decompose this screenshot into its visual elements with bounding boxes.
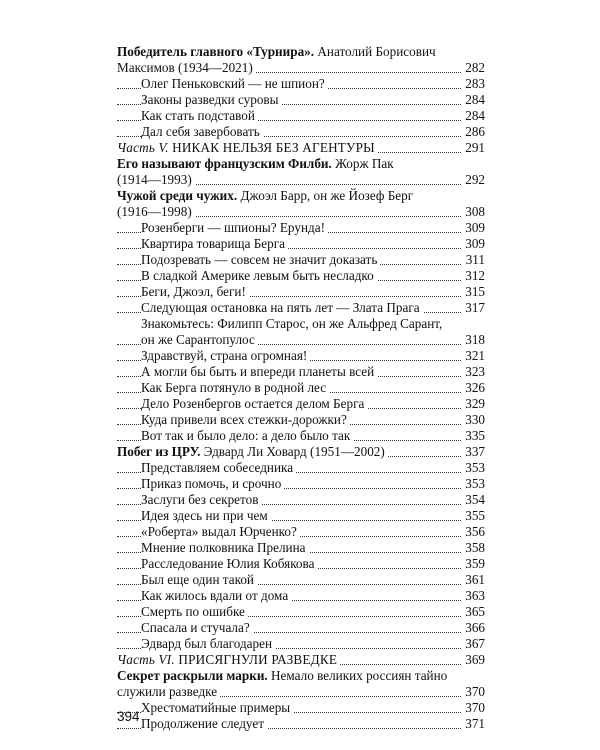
page-ref: 323 (461, 364, 485, 380)
subentry-title: Розенберги — шпионы? Ерунда! (141, 220, 328, 236)
entry-first-line (117, 156, 394, 172)
subentry-title: Заслуги без секретов (141, 492, 261, 508)
page-ref: 284 (461, 108, 485, 124)
page-ref: 317 (461, 300, 485, 316)
page-ref: 282 (461, 60, 485, 76)
part-title (117, 140, 378, 156)
toc-subentry (117, 588, 485, 604)
subentry-title: Как жилось вдали от дома (141, 588, 291, 604)
toc-subentry (117, 460, 485, 476)
page-ref: 361 (461, 572, 485, 588)
toc-subentry (117, 556, 485, 572)
page-ref: 284 (461, 92, 485, 108)
page-ref: 366 (461, 620, 485, 636)
toc-subentry (117, 476, 485, 492)
subentry-title: Спасала и стучала? (141, 620, 253, 636)
page-ref: 369 (461, 652, 485, 668)
page-ref: 359 (461, 556, 485, 572)
toc-subentry (117, 572, 485, 588)
entry-first-line (117, 668, 447, 684)
toc-part-heading (117, 140, 485, 156)
toc-entry (117, 44, 485, 76)
toc-subentry (117, 524, 485, 540)
page-ref: 356 (461, 524, 485, 540)
page-ref: 291 (461, 140, 485, 156)
subentry-title: Мнение полковника Прелина (141, 540, 309, 556)
subentry-title: Здравствуй, страна огромная! (141, 348, 310, 364)
toc-subentry (117, 124, 485, 140)
subentry-title: Расследование Юлия Кобякова (141, 556, 317, 572)
page-ref: 335 (461, 428, 485, 444)
toc-subentry (117, 316, 485, 348)
toc-subentry (117, 492, 485, 508)
page-ref: 312 (461, 268, 485, 284)
subentry-second-line: он же Сарантопулос (141, 332, 258, 348)
page-ref: 315 (461, 284, 485, 300)
toc-subentry (117, 284, 485, 300)
page-ref: 330 (461, 412, 485, 428)
toc-subentry (117, 348, 485, 364)
toc-subentry (117, 364, 485, 380)
toc-entry (117, 156, 485, 188)
subentry-title: Законы разведки суровы (141, 92, 282, 108)
entry-title (117, 444, 388, 460)
subentry-title: А могли бы быть и впереди планеты всей (141, 364, 377, 380)
page-ref: 311 (462, 252, 485, 268)
page-ref: 371 (461, 716, 485, 732)
subentry-title: Представляем собеседника (141, 460, 296, 476)
entry-bold-title: Победитель главного «Турнира». (117, 44, 315, 59)
page-ref: 309 (461, 220, 485, 236)
subentry-title: Вот так и было дело: а дело было так (141, 428, 353, 444)
subentry-title: Дело Розенбергов остается делом Берга (141, 396, 367, 412)
page-ref: 353 (461, 476, 485, 492)
toc-subentry (117, 412, 485, 428)
page-ref: 358 (461, 540, 485, 556)
subentry-title: Был еще один такой (141, 572, 257, 588)
entry-author: Анатолий Борисович (314, 44, 436, 59)
toc-subentry (117, 604, 485, 620)
part-label: Часть VI. (117, 652, 175, 667)
page-ref: 337 (461, 444, 485, 460)
subentry-title: Как стать подставой (141, 108, 258, 124)
page-ref: 326 (461, 380, 485, 396)
part-title (117, 652, 340, 668)
toc-entry (117, 188, 485, 220)
toc-subentry (117, 300, 485, 316)
entry-second-line: служили разведке (117, 684, 220, 700)
entry-author: Джоэл Барр, он же Йозеф Берг (237, 188, 414, 203)
toc-subentry (117, 716, 485, 732)
entry-bold-title: Секрет раскрыли марки. (117, 668, 268, 683)
entry-author: Жорж Пак (331, 156, 394, 171)
page-number: 394 (117, 709, 140, 724)
page-ref: 329 (461, 396, 485, 412)
page-ref: 318 (461, 332, 485, 348)
entry-first-line (117, 44, 436, 60)
toc-entry (117, 668, 485, 700)
page-ref: 370 (461, 700, 485, 716)
toc-subentry (117, 236, 485, 252)
entry-second-line: (1916—1998) (117, 204, 195, 220)
subentry-title: Подозревать — совсем не значит доказать (141, 252, 380, 268)
entry-second-line: (1914—1993) (117, 172, 195, 188)
toc-entry (117, 444, 485, 460)
toc-subentry (117, 540, 485, 556)
subentry-title: «Роберта» выдал Юрченко? (141, 524, 300, 540)
subentry-title: Квартира товарища Берга (141, 236, 288, 252)
subentry-title: Дал себя завербовать (141, 124, 263, 140)
page-ref: 355 (461, 508, 485, 524)
entry-author: Немало великих россиян тайно (267, 668, 448, 683)
toc-subentry (117, 396, 485, 412)
subentry-title: Идея здесь ни при чем (141, 508, 271, 524)
subentry-title: Хрестоматийные примеры (141, 700, 293, 716)
toc-subentry (117, 620, 485, 636)
page-ref: 308 (461, 204, 485, 220)
subentry-title: Куда привели всех стежки-дорожки? (141, 412, 350, 428)
page-ref: 354 (461, 492, 485, 508)
toc-subentry (117, 700, 485, 716)
toc-part-heading (117, 652, 485, 668)
part-name: ПРИСЯГНУЛИ РАЗВЕДКЕ (174, 652, 338, 667)
part-name: НИКАК НЕЛЬЗЯ БЕЗ АГЕНТУРЫ (168, 140, 375, 155)
subentry-title: Следующая остановка на пять лет — Злата Прага (141, 300, 423, 316)
subentry-title: Продолжение следует (141, 716, 267, 732)
page-ref: 309 (461, 236, 485, 252)
toc-subentry (117, 636, 485, 652)
page-ref: 367 (461, 636, 485, 652)
page-ref: 353 (461, 460, 485, 476)
toc-subentry (117, 252, 485, 268)
entry-author: Эдвард Ли Ховард (1951—2002) (200, 444, 385, 459)
subentry-first-line: Знакомьтесь: Филипп Старос, он же Альфред Сарант, (141, 316, 443, 331)
page-ref: 365 (461, 604, 485, 620)
page-ref: 283 (461, 76, 485, 92)
toc-subentry (117, 108, 485, 124)
toc-subentry (117, 380, 485, 396)
subentry-title: Смерть по ошибке (141, 604, 248, 620)
toc-subentry (117, 268, 485, 284)
entry-bold-title: Чужой среди чужих. (117, 188, 238, 203)
toc-subentry (117, 76, 485, 92)
subentry-title: В сладкой Америке левым быть несладко (141, 268, 377, 284)
page-ref: 370 (461, 684, 485, 700)
toc-subentry (117, 428, 485, 444)
toc-subentry (117, 220, 485, 236)
page-ref: 292 (461, 172, 485, 188)
subentry-title: Как Берга потянуло в родной лес (141, 380, 329, 396)
subentry-title: Олег Пеньковский — не шпион? (141, 76, 328, 92)
part-label: Часть V. (117, 140, 169, 155)
toc-subentry (117, 508, 485, 524)
entry-bold-title: Побег из ЦРУ. (117, 444, 201, 459)
subentry-title: Беги, Джоэл, беги! (141, 284, 249, 300)
entry-bold-title: Его называют французским Филби. (117, 156, 332, 171)
page-ref: 286 (461, 124, 485, 140)
page-ref: 363 (461, 588, 485, 604)
page-ref: 321 (461, 348, 485, 364)
entry-second-line: Максимов (1934—2021) (117, 60, 256, 76)
table-of-contents (117, 44, 485, 732)
toc-subentry (117, 92, 485, 108)
subentry-title: Приказ помочь, и срочно (141, 476, 284, 492)
subentry-title: Эдвард был благодарен (141, 636, 275, 652)
entry-first-line (117, 188, 413, 204)
